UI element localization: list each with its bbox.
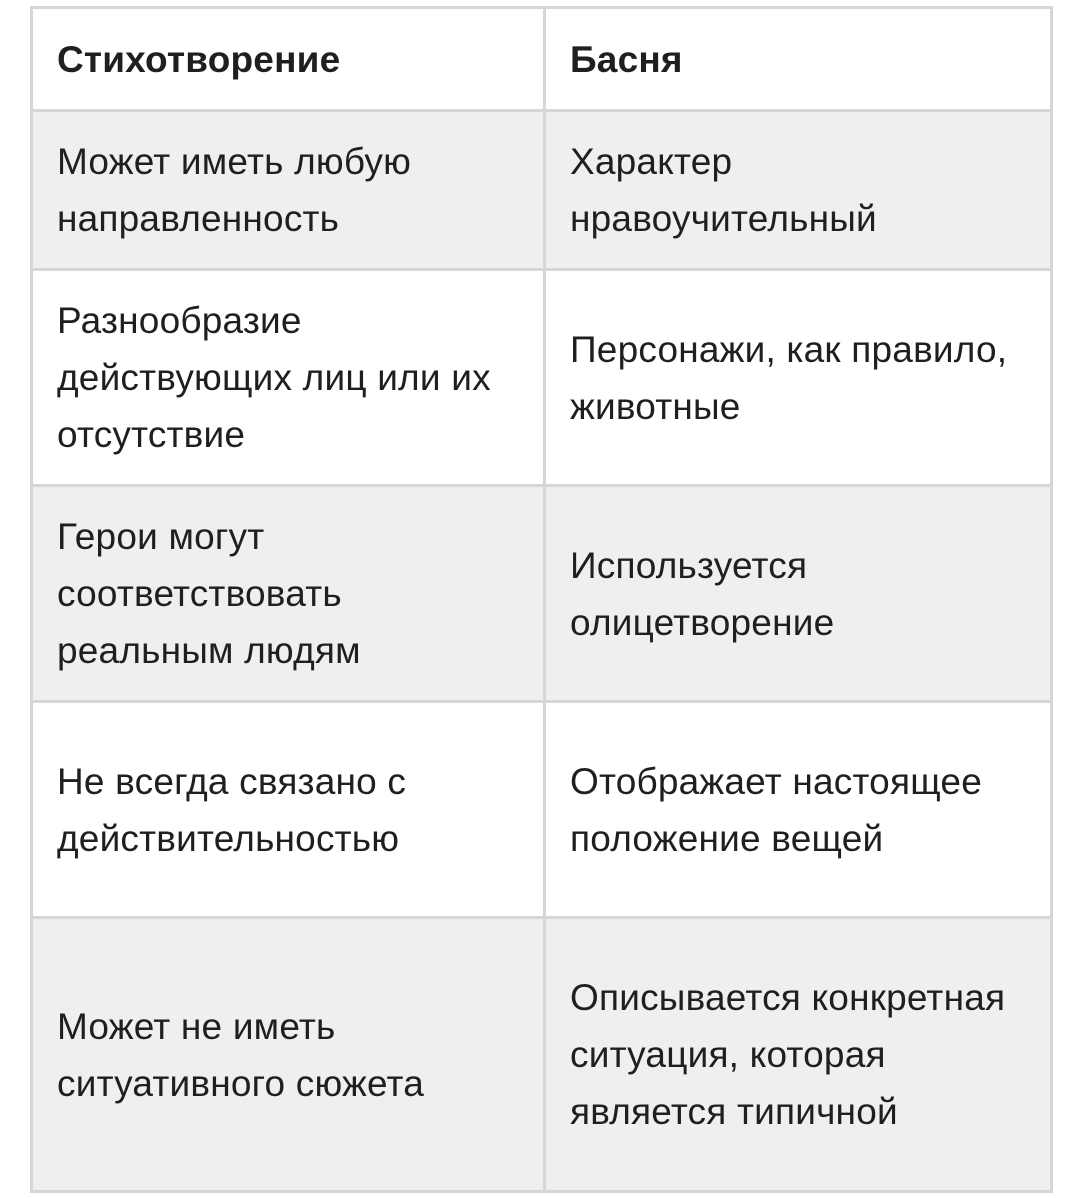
table-row: [32, 270, 1052, 486]
fable-cell: Персонажи, как правило, животные: [545, 270, 1052, 486]
table-row: [32, 702, 1052, 918]
comparison-table-container: [30, 6, 1050, 1193]
poem-cell: Герои могут соответствовать реальным людям: [32, 486, 545, 702]
table-row: [32, 918, 1052, 1192]
fable-cell: Характер нравоучительный: [545, 111, 1052, 270]
table-row: [32, 486, 1052, 702]
fable-cell: Используется олицетворение: [545, 486, 1052, 702]
poem-cell: Разнообразие действующих лиц или их отсутствие: [32, 270, 545, 486]
poem-cell: Не всегда связано с действительностью: [32, 702, 545, 918]
table-row: [32, 111, 1052, 270]
fable-cell: Описывается конкретная ситуация, которая является типичной: [545, 918, 1052, 1192]
header-poem: Стихотворение: [32, 8, 545, 111]
poem-cell: Может иметь любую направленность: [32, 111, 545, 270]
header-fable: Басня: [545, 8, 1052, 111]
fable-cell: Отображает настоящее положение вещей: [545, 702, 1052, 918]
poem-cell: Может не иметь ситуативного сюжета: [32, 918, 545, 1192]
comparison-table: [30, 6, 1053, 1193]
table-header-row: [32, 8, 1052, 111]
